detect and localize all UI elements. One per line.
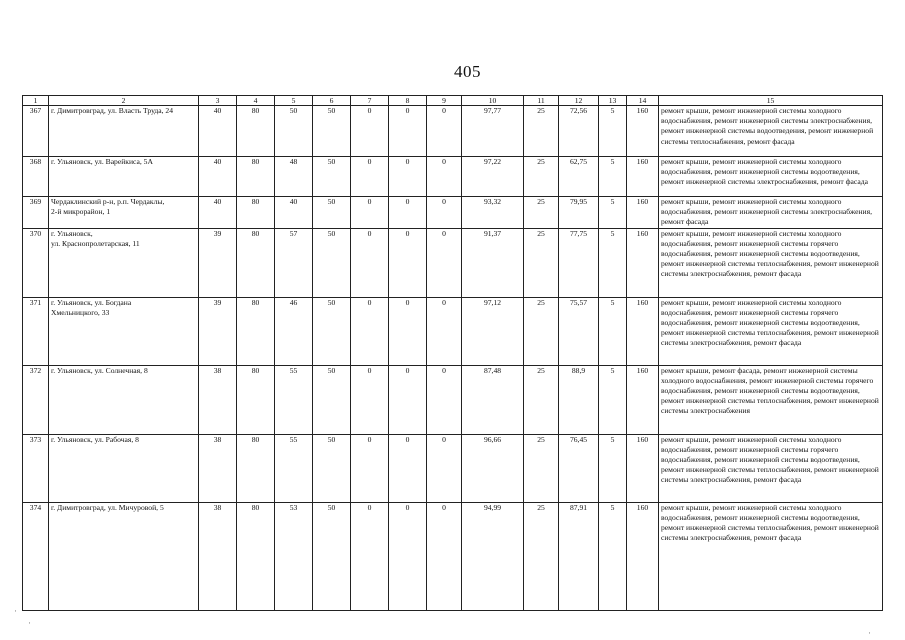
address-cell: Чердаклинский р-н, р.п. Чердаклы, 2-й микрорайон, 1 xyxy=(49,197,199,229)
table-row xyxy=(23,106,883,157)
row-number: 368 xyxy=(23,157,49,197)
table-cell: 0 xyxy=(351,157,389,197)
table-cell: 40 xyxy=(199,197,237,229)
table-cell: 50 xyxy=(275,106,313,157)
repair-works-cell: ремонт крыши, ремонт инженерной системы холодного водоснабжения, ремонт инженерной системы электроснабжения, ремонт фасада xyxy=(659,197,883,229)
address-cell: г. Ульяновск, ул. Варейкиса, 5А xyxy=(49,157,199,197)
table-cell: 5 xyxy=(599,106,627,157)
table-cell: 46 xyxy=(275,297,313,365)
scan-artifact: · xyxy=(14,606,17,616)
column-header: 15 xyxy=(659,96,883,106)
table-cell: 80 xyxy=(237,228,275,297)
table-cell: 0 xyxy=(427,157,462,197)
table-row xyxy=(23,297,883,365)
table-cell: 80 xyxy=(237,434,275,502)
address-cell: г. Димитровград, ул. Власть Труда, 24 xyxy=(49,106,199,157)
table-cell: 25 xyxy=(524,434,559,502)
table-cell: 40 xyxy=(199,157,237,197)
column-header: 6 xyxy=(313,96,351,106)
table-cell: 97,77 xyxy=(462,106,524,157)
table-cell: 50 xyxy=(313,106,351,157)
table-cell: 0 xyxy=(351,297,389,365)
table-cell: 80 xyxy=(237,106,275,157)
table-cell: 0 xyxy=(351,365,389,434)
row-number: 370 xyxy=(23,228,49,297)
housing-repair-table xyxy=(22,95,883,611)
table-cell: 25 xyxy=(524,157,559,197)
table-cell: 0 xyxy=(351,197,389,229)
table-cell: 50 xyxy=(313,365,351,434)
table-cell: 87,91 xyxy=(559,502,599,610)
table-cell: 0 xyxy=(389,106,427,157)
table-cell: 76,45 xyxy=(559,434,599,502)
table-cell: 25 xyxy=(524,502,559,610)
address-cell: г. Ульяновск, ул. Рабочая, 8 xyxy=(49,434,199,502)
row-number: 372 xyxy=(23,365,49,434)
table-cell: 72,56 xyxy=(559,106,599,157)
table-cell: 80 xyxy=(237,502,275,610)
table-cell: 93,32 xyxy=(462,197,524,229)
table-cell: 97,12 xyxy=(462,297,524,365)
table-cell: 0 xyxy=(389,197,427,229)
table-cell: 0 xyxy=(389,365,427,434)
table-cell: 5 xyxy=(599,197,627,229)
repair-works-cell: ремонт крыши, ремонт фасада, ремонт инженерной системы холодного водоснабжения, ремонт инженерной системы горячего водоснабжения, ремонт инженерной системы водоотведения, ремонт инженерной системы теплоснабжения, ремонт инженерной системы электроснабжения xyxy=(659,365,883,434)
column-header: 3 xyxy=(199,96,237,106)
column-header: 13 xyxy=(599,96,627,106)
table-cell: 25 xyxy=(524,228,559,297)
table-cell: 5 xyxy=(599,365,627,434)
table-cell: 0 xyxy=(427,297,462,365)
table-cell: 0 xyxy=(351,228,389,297)
table-cell: 40 xyxy=(275,197,313,229)
table-cell: 53 xyxy=(275,502,313,610)
row-number: 367 xyxy=(23,106,49,157)
table-row xyxy=(23,365,883,434)
table-cell: 80 xyxy=(237,297,275,365)
scan-artifact: · xyxy=(868,628,871,638)
row-number: 369 xyxy=(23,197,49,229)
repair-works-cell: ремонт крыши, ремонт инженерной системы холодного водоснабжения, ремонт инженерной системы электроснабжения, ремонт инженерной системы водоотведения, ремонт инженерной системы теплоснабжения, ремонт фасада xyxy=(659,106,883,157)
table-cell: 40 xyxy=(199,106,237,157)
table-cell: 0 xyxy=(427,434,462,502)
table-cell: 160 xyxy=(627,228,659,297)
scan-artifact: · xyxy=(28,618,31,628)
table-cell: 57 xyxy=(275,228,313,297)
table-cell: 50 xyxy=(313,157,351,197)
table-cell: 5 xyxy=(599,228,627,297)
table-cell: 38 xyxy=(199,434,237,502)
table-cell: 50 xyxy=(313,228,351,297)
address-cell: г. Ульяновск, ул. Солнечная, 8 xyxy=(49,365,199,434)
table-row xyxy=(23,197,883,229)
column-number-header-row xyxy=(23,96,883,106)
repair-works-cell: ремонт крыши, ремонт инженерной системы холодного водоснабжения, ремонт инженерной системы водоотведения, ремонт инженерной системы теплоснабжения, ремонт инженерной системы электроснабжения, ремонт фасада xyxy=(659,502,883,610)
row-number: 374 xyxy=(23,502,49,610)
table-cell: 96,66 xyxy=(462,434,524,502)
table-row xyxy=(23,157,883,197)
table-cell: 160 xyxy=(627,502,659,610)
table-cell: 5 xyxy=(599,157,627,197)
table-cell: 160 xyxy=(627,106,659,157)
table-cell: 25 xyxy=(524,297,559,365)
table-cell: 0 xyxy=(389,297,427,365)
row-number: 373 xyxy=(23,434,49,502)
table-cell: 5 xyxy=(599,502,627,610)
table-cell: 25 xyxy=(524,106,559,157)
repair-works-cell: ремонт крыши, ремонт инженерной системы холодного водоснабжения, ремонт инженерной системы горячего водоснабжения, ремонт инженерной системы водоотведения, ремонт инженерной системы теплоснабжения, ремонт инженерной системы электроснабжения, ремонт фасада xyxy=(659,434,883,502)
repair-works-cell: ремонт крыши, ремонт инженерной системы холодного водоснабжения, ремонт инженерной системы водоотведения, ремонт инженерной системы электроснабжения, ремонт фасада xyxy=(659,157,883,197)
table-cell: 160 xyxy=(627,365,659,434)
column-header: 8 xyxy=(389,96,427,106)
address-cell: г. Ульяновск, ул. Краснопролетарская, 11 xyxy=(49,228,199,297)
column-header: 9 xyxy=(427,96,462,106)
table-cell: 0 xyxy=(351,502,389,610)
table-cell: 160 xyxy=(627,434,659,502)
table-row xyxy=(23,228,883,297)
column-header: 5 xyxy=(275,96,313,106)
table-cell: 94,99 xyxy=(462,502,524,610)
table-cell: 5 xyxy=(599,297,627,365)
table-cell: 39 xyxy=(199,228,237,297)
table-cell: 0 xyxy=(427,228,462,297)
column-header: 1 xyxy=(23,96,49,106)
column-header: 10 xyxy=(462,96,524,106)
column-header: 4 xyxy=(237,96,275,106)
table-cell: 25 xyxy=(524,365,559,434)
table-cell: 0 xyxy=(427,365,462,434)
table-cell: 0 xyxy=(389,502,427,610)
column-header: 2 xyxy=(49,96,199,106)
table-cell: 0 xyxy=(351,106,389,157)
row-number: 371 xyxy=(23,297,49,365)
table-row xyxy=(23,502,883,610)
table-cell: 50 xyxy=(313,297,351,365)
table-cell: 50 xyxy=(313,434,351,502)
column-header: 14 xyxy=(627,96,659,106)
table-cell: 0 xyxy=(427,197,462,229)
repair-works-cell: ремонт крыши, ремонт инженерной системы холодного водоснабжения, ремонт инженерной системы горячего водоснабжения, ремонт инженерной системы водоотведения, ремонт инженерной системы теплоснабжения, ремонт инженерной системы электроснабжения, ремонт фасада xyxy=(659,228,883,297)
table-cell: 88,9 xyxy=(559,365,599,434)
table-cell: 62,75 xyxy=(559,157,599,197)
table-cell: 0 xyxy=(389,157,427,197)
table-cell: 0 xyxy=(427,106,462,157)
table-cell: 55 xyxy=(275,434,313,502)
table-cell: 160 xyxy=(627,157,659,197)
table-cell: 48 xyxy=(275,157,313,197)
table-cell: 80 xyxy=(237,157,275,197)
table-row xyxy=(23,434,883,502)
table-cell: 80 xyxy=(237,197,275,229)
table-cell: 160 xyxy=(627,197,659,229)
column-header: 12 xyxy=(559,96,599,106)
table-cell: 79,95 xyxy=(559,197,599,229)
table-cell: 160 xyxy=(627,297,659,365)
address-cell: г. Ульяновск, ул. Богдана Хмельницкого, 33 xyxy=(49,297,199,365)
table-cell: 75,57 xyxy=(559,297,599,365)
table-cell: 0 xyxy=(389,228,427,297)
page-number: 405 xyxy=(454,62,481,81)
table-cell: 87,48 xyxy=(462,365,524,434)
table-cell: 91,37 xyxy=(462,228,524,297)
column-header: 11 xyxy=(524,96,559,106)
table-cell: 97,22 xyxy=(462,157,524,197)
table-cell: 80 xyxy=(237,365,275,434)
table-cell: 55 xyxy=(275,365,313,434)
repair-works-cell: ремонт крыши, ремонт инженерной системы холодного водоснабжения, ремонт инженерной системы горячего водоснабжения, ремонт инженерной системы водоотведения, ремонт инженерной системы теплоснабжения, ремонт инженерной системы электроснабжения, ремонт фасада xyxy=(659,297,883,365)
column-header: 7 xyxy=(351,96,389,106)
table-cell: 50 xyxy=(313,502,351,610)
address-cell: г. Димитровград, ул. Мичуровой, 5 xyxy=(49,502,199,610)
table-cell: 0 xyxy=(427,502,462,610)
table-cell: 5 xyxy=(599,434,627,502)
table-cell: 50 xyxy=(313,197,351,229)
table-cell: 38 xyxy=(199,502,237,610)
table-cell: 25 xyxy=(524,197,559,229)
table-cell: 0 xyxy=(351,434,389,502)
table-cell: 77,75 xyxy=(559,228,599,297)
table-cell: 0 xyxy=(389,434,427,502)
table-cell: 38 xyxy=(199,365,237,434)
table-cell: 39 xyxy=(199,297,237,365)
